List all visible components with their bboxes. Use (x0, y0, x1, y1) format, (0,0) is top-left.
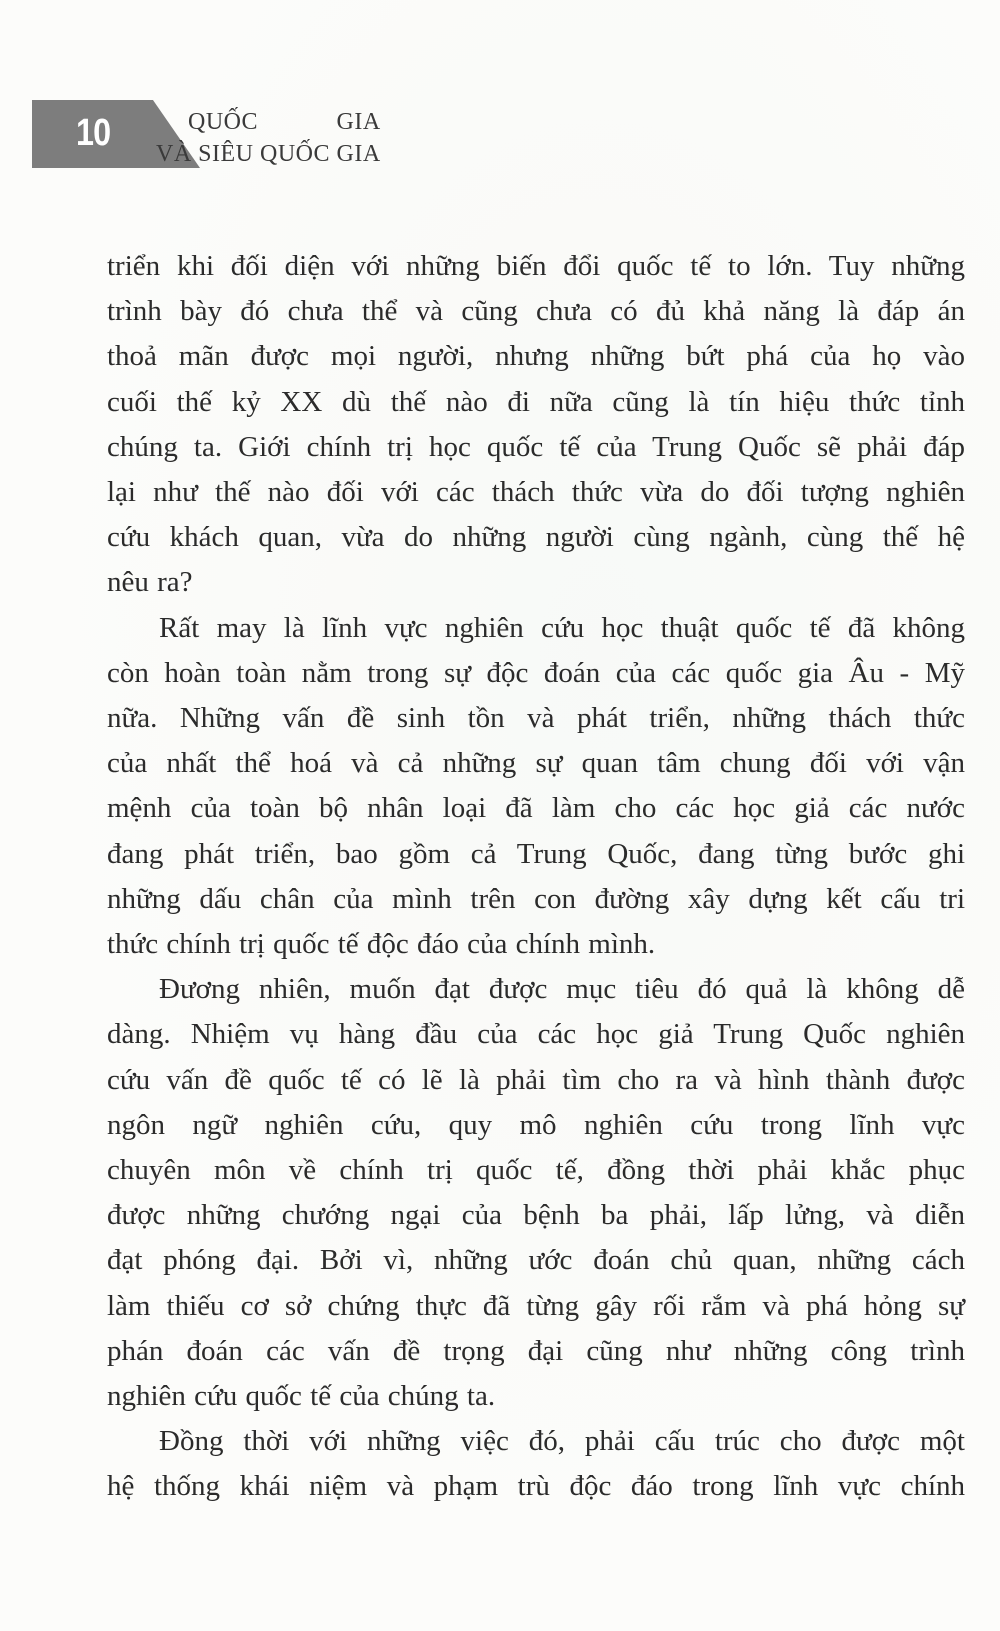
running-title (156, 106, 381, 170)
text-line: còn hoàn toàn nằm trong sự độc đoán của các quốc gia Âu - Mỹ (107, 656, 965, 689)
text-line: những dấu chân của mình trên con đường xây dựng kết cấu tri (107, 882, 965, 915)
paragraph-1 (107, 244, 965, 606)
text-line: lại như thế nào đối với các thách thức vừa do đối tượng nghiên (107, 476, 965, 509)
text-line: Rất may là lĩnh vực nghiên cứu học thuật quốc tế đã không (159, 611, 965, 644)
running-title-line-1: QUỐC GIA (188, 109, 381, 135)
text-line: phán đoán các vấn đề trọng đại cũng như những công trình (107, 1334, 965, 1367)
page-number: 10 (76, 112, 111, 154)
text-line: nữa. Những vấn đề sinh tồn và phát triển, những thách thức (107, 702, 965, 735)
text-line: hệ thống khái niệm và phạm trù độc đáo trong lĩnh vực chính (107, 1470, 965, 1503)
text-line: chuyên môn về chính trị quốc tế, đồng thời phải khắc phục (107, 1154, 965, 1187)
body-text (107, 244, 965, 1510)
paragraph-4 (107, 1419, 965, 1509)
text-line: nêu ra? (107, 566, 193, 599)
text-line: thoả mãn được mọi người, nhưng những bứt phá của họ vào (107, 340, 965, 373)
text-line: nghiên cứu quốc tế của chúng ta. (107, 1380, 496, 1413)
text-line: cứu vấn đề quốc tế có lẽ là phải tìm cho ra và hình thành được (107, 1063, 965, 1096)
text-line: đang phát triển, bao gồm cả Trung Quốc, đang từng bước ghi (107, 837, 965, 870)
text-line: đạt phóng đại. Bởi vì, những ước đoán chủ quan, những cách (107, 1244, 965, 1277)
text-line: ngôn ngữ nghiên cứu, quy mô nghiên cứu trong lĩnh vực (107, 1108, 965, 1141)
page-header (32, 100, 452, 168)
text-line: Đồng thời với những việc đó, phải cấu trúc cho được một (159, 1425, 965, 1458)
text-line: được những chướng ngại của bệnh ba phải, lấp lửng, và diễn (107, 1199, 965, 1232)
text-line: Đương nhiên, muốn đạt được mục tiêu đó quả là không dễ (159, 973, 965, 1006)
text-line: mệnh của toàn bộ nhân loại đã làm cho các học giả các nước (107, 792, 965, 825)
text-line: triển khi đối diện với những biến đổi quốc tế to lớn. Tuy những (107, 250, 965, 282)
text-line: thức chính trị quốc tế độc đáo của chính mình. (107, 928, 656, 961)
running-title-line-2: VÀ SIÊU QUỐC GIA (156, 141, 381, 167)
paragraph-2 (107, 606, 965, 968)
text-line: làm thiếu cơ sở chứng thực đã từng gây rối rắm và phá hỏng sự (107, 1289, 965, 1322)
text-line: cứu khách quan, vừa do những người cùng ngành, cùng thế hệ (107, 521, 965, 554)
text-line: của nhất thể hoá và cả những sự quan tâm chung đối với vận (107, 747, 965, 780)
text-line: cuối thế kỷ XX dù thế nào đi nữa cũng là tín hiệu thức tỉnh (107, 385, 965, 418)
text-line: trình bày đó chưa thể và cũng chưa có đủ khả năng là đáp án (107, 295, 965, 328)
paragraph-3 (107, 967, 965, 1419)
text-line: dàng. Nhiệm vụ hàng đầu của các học giả Trung Quốc nghiên (107, 1018, 965, 1051)
text-line: chúng ta. Giới chính trị học quốc tế của Trung Quốc sẽ phải đáp (107, 430, 965, 463)
